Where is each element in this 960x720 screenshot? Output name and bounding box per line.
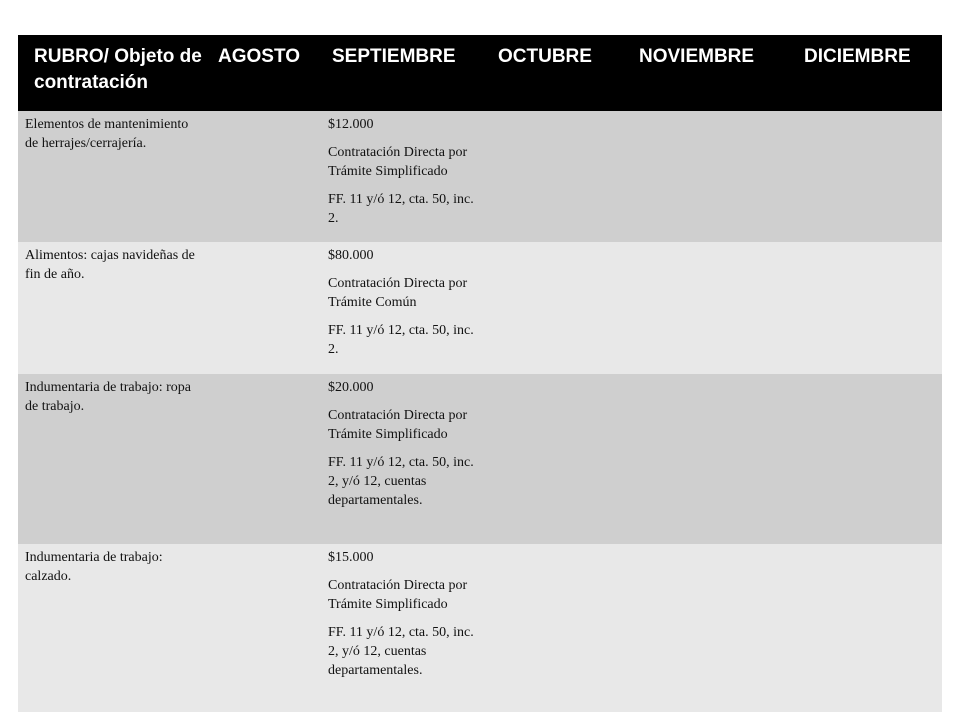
table-row: [18, 374, 942, 544]
septiembre-cell: [328, 548, 478, 680]
rubro-cell: Indumentaria de trabajo: calzado.: [25, 550, 163, 584]
procedure-text: Contratación Directa por Trámite Simplificado: [328, 145, 468, 179]
table-row: [18, 111, 942, 242]
amount-text: $12.000: [328, 117, 374, 132]
amount-text: $15.000: [328, 550, 374, 565]
procedure-text: Contratación Directa por Trámite Simplificado: [328, 578, 468, 612]
septiembre-cell: [328, 115, 478, 228]
funding-text: FF. 11 y/ó 12, cta. 50, inc. 2, y/ó 12, cuentas departamentales.: [328, 455, 474, 508]
header-agosto: AGOSTO: [218, 46, 300, 67]
septiembre-cell: [328, 378, 478, 510]
rubro-cell: Elementos de mantenimiento de herrajes/cerrajería.: [25, 117, 189, 151]
funding-text: FF. 11 y/ó 12, cta. 50, inc. 2, y/ó 12, cuentas departamentales.: [328, 625, 474, 678]
procedure-text: Contratación Directa por Trámite Simplificado: [328, 408, 468, 442]
header-noviembre: NOVIEMBRE: [639, 46, 755, 67]
funding-text: FF. 11 y/ó 12, cta. 50, inc. 2.: [328, 192, 474, 226]
procedure-text: Contratación Directa por Trámite Común: [328, 276, 468, 310]
rubro-cell: Indumentaria de trabajo: ropa de trabajo.: [25, 380, 191, 414]
amount-text: $20.000: [328, 380, 374, 395]
header-octubre: OCTUBRE: [498, 46, 592, 67]
table-row: [18, 242, 942, 374]
header-diciembre: DICIEMBRE: [804, 46, 911, 67]
rubro-cell: Alimentos: cajas navideñas de fin de año.: [25, 248, 195, 282]
amount-text: $80.000: [328, 248, 374, 263]
header-septiembre: SEPTIEMBRE: [332, 46, 456, 67]
header-rubro: RUBRO/ Objeto de contratación: [34, 46, 202, 93]
table-header: [18, 35, 942, 111]
septiembre-cell: [328, 246, 478, 359]
funding-text: FF. 11 y/ó 12, cta. 50, inc. 2.: [328, 323, 474, 357]
table-row: [18, 544, 942, 712]
